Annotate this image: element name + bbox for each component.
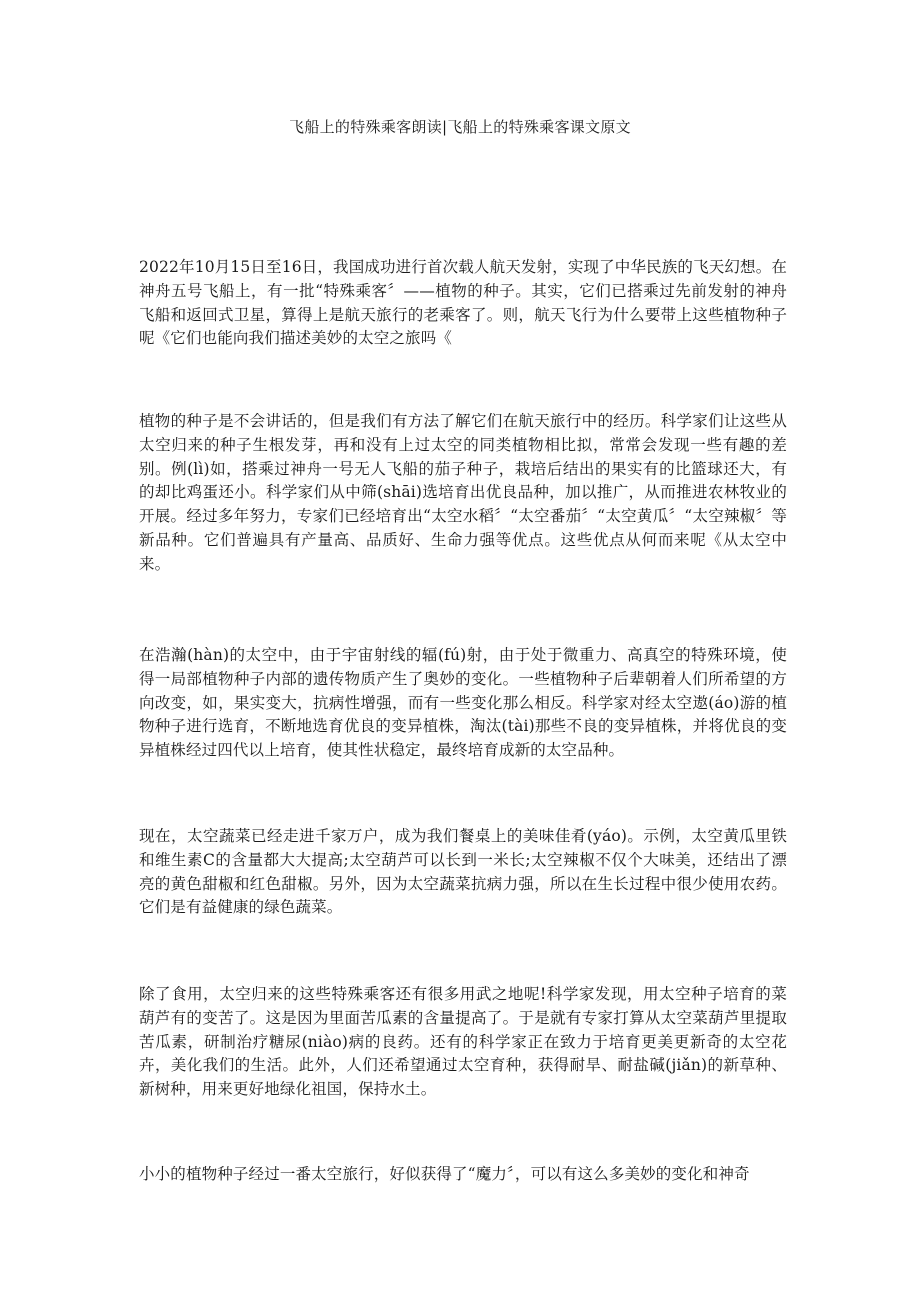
paragraph-seed-research: 植物的种子是不会讲话的，但是我们有方法了解它们在航天旅行中的经历。科学家们让这些从太空归来的种子生根发芽，再和没有上过太空的同类植物相比拟，常常会发现一些有趣的差别。例(lì)如，搭乘过神舟一号无人飞船的茄子种子，栽培后结出的果实有的比篮球还大，有的却比鸡蛋还小。科学家们从中筛(shāi)选培育出优良品种，加以推广，从而推进农林牧业的开展。经过多年努力，专家们已经培育出“太空水稻〞“太空番茄〞“太空黄瓜〞“太空辣椒〞等新品种。它们普遍具有产量高、品质好、生命力强等优点。这些优点从何而来呢《从太空中来。 xyxy=(139,412,787,573)
paragraph-launch: 2022年10月15日至16日，我国成功进行首次载人航天发射，实现了中华民族的飞天幻想。在神舟五号飞船上，有一批“特殊乘客〞——植物的种子。其实，它们已搭乘过先前发射的神舟飞船和返回式卫星，算得上是航天旅行的老乘客了。则，航天飞行为什么要带上这些植物种子呢《它们也能向我们描述美妙的太空之旅吗《 xyxy=(139,258,787,348)
paragraph-conclusion: 小小的植物种子经过一番太空旅行，好似获得了“魔力〞，可以有这么多美妙的变化和神奇 xyxy=(139,1165,750,1183)
paragraph-space-vegetables: 现在，太空蔬菜已经走进千家万户，成为我们餐桌上的美味佳肴(yáo)。示例，太空黄瓜里铁和维生素C的含量都大大提高;太空葫芦可以长到一米长;太空辣椒不仅个大味美，还结出了漂亮的黄色甜椒和红色甜椒。另外，因为太空蔬菜抗病力强，所以在生长过程中很少使用农药。它们是有益健康的绿色蔬菜。 xyxy=(139,827,787,917)
paragraph-other-uses: 除了食用，太空归来的这些特殊乘客还有很多用武之地呢!科学家发现，用太空种子培育的菜葫芦有的变苦了。这是因为里面苦瓜素的含量提高了。于是就有专家打算从太空菜葫芦里提取苦瓜素，研制治疗糖尿(niào)病的良药。还有的科学家正在致力于培育更美更新奇的太空花卉，美化我们的生活。此外，人们还希望通过太空育种，获得耐旱、耐盐碱(jiǎn)的新草种、新树种，用来更好地绿化祖国，保持水土。 xyxy=(139,985,787,1099)
document-title: 飞船上的特殊乘客朗读|飞船上的特殊乘客课文原文 xyxy=(289,118,631,136)
paragraph-space-mutation: 在浩瀚(hàn)的太空中，由于宇宙射线的辐(fú)射，由于处于微重力、高真空的特殊环境，使得一局部植物种子内部的遗传物质产生了奥妙的变化。一些植物种子后辈朝着人们所希望的方向改变，如，果实变大，抗病性增强，而有一些变化那么相反。科学家对经太空遨(áo)游的植物种子进行选育，不断地选育优良的变异植株，淘汰(tài)那些不良的变异植株，并将优良的变异植株经过四代以上培育，使其性状稳定，最终培育成新的太空品种。 xyxy=(139,646,787,760)
